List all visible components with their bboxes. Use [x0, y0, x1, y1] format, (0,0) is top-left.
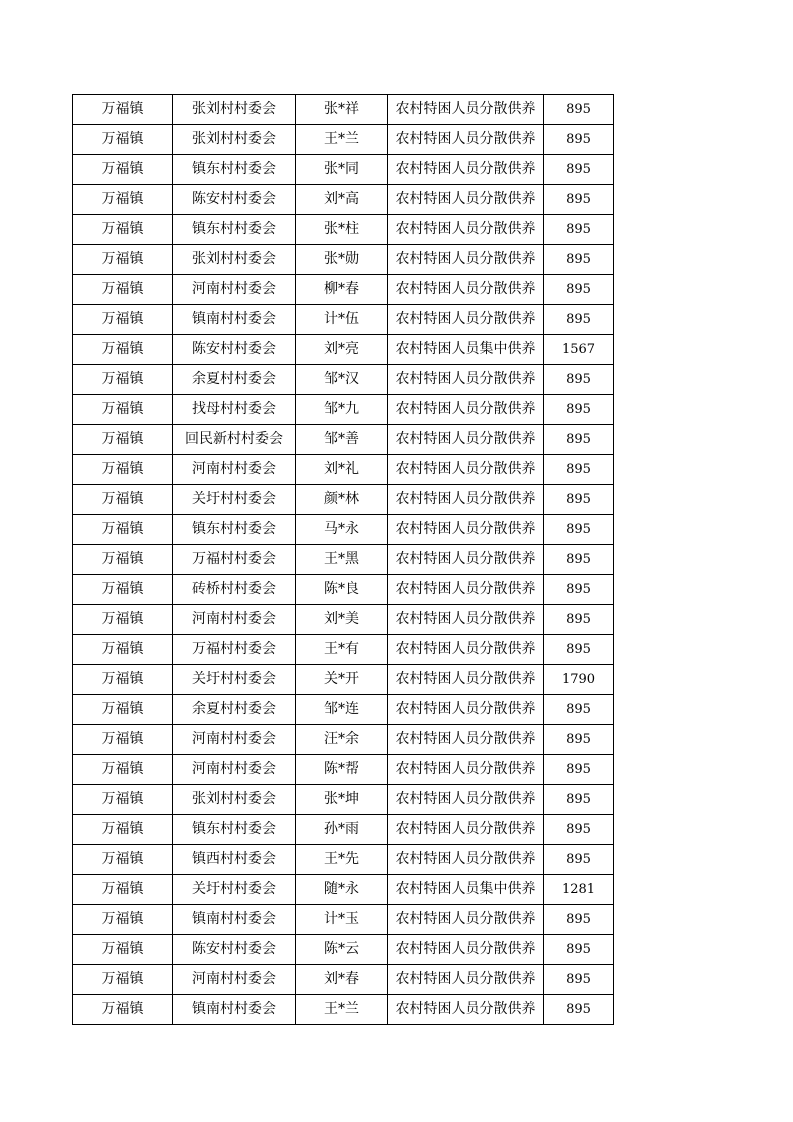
table-row — [73, 335, 614, 365]
table-row — [73, 905, 614, 935]
village-cell: 河南村村委会 — [173, 755, 296, 785]
amount-cell: 895 — [544, 155, 614, 185]
village-cell: 张刘村村委会 — [173, 95, 296, 125]
category-cell: 农村特困人员分散供养 — [388, 515, 544, 545]
name-cell: 张*同 — [296, 155, 388, 185]
name-cell: 计*伍 — [296, 305, 388, 335]
category-cell: 农村特困人员分散供养 — [388, 725, 544, 755]
category-cell: 农村特困人员集中供养 — [388, 335, 544, 365]
village-cell: 河南村村委会 — [173, 275, 296, 305]
name-cell: 邹*九 — [296, 395, 388, 425]
amount-cell: 895 — [544, 395, 614, 425]
town-cell: 万福镇 — [73, 455, 173, 485]
table-row — [73, 515, 614, 545]
amount-cell: 895 — [544, 725, 614, 755]
name-cell: 刘*高 — [296, 185, 388, 215]
table-row — [73, 815, 614, 845]
town-cell: 万福镇 — [73, 725, 173, 755]
amount-cell: 895 — [544, 515, 614, 545]
town-cell: 万福镇 — [73, 125, 173, 155]
village-cell: 镇南村村委会 — [173, 995, 296, 1025]
name-cell: 张*勋 — [296, 245, 388, 275]
town-cell: 万福镇 — [73, 545, 173, 575]
amount-cell: 895 — [544, 755, 614, 785]
category-cell: 农村特困人员分散供养 — [388, 815, 544, 845]
village-cell: 张刘村村委会 — [173, 785, 296, 815]
name-cell: 马*永 — [296, 515, 388, 545]
amount-cell: 895 — [544, 185, 614, 215]
amount-cell: 895 — [544, 845, 614, 875]
category-cell: 农村特困人员分散供养 — [388, 425, 544, 455]
amount-cell: 895 — [544, 425, 614, 455]
table-row — [73, 665, 614, 695]
amount-cell: 895 — [544, 605, 614, 635]
name-cell: 邹*连 — [296, 695, 388, 725]
village-cell: 张刘村村委会 — [173, 125, 296, 155]
table-row — [73, 635, 614, 665]
table-row — [73, 155, 614, 185]
table-row — [73, 695, 614, 725]
category-cell: 农村特困人员分散供养 — [388, 785, 544, 815]
amount-cell: 895 — [544, 965, 614, 995]
name-cell: 颜*林 — [296, 485, 388, 515]
name-cell: 陈*帮 — [296, 755, 388, 785]
amount-cell: 895 — [544, 785, 614, 815]
amount-cell: 895 — [544, 365, 614, 395]
amount-cell: 895 — [544, 815, 614, 845]
town-cell: 万福镇 — [73, 275, 173, 305]
table-row — [73, 125, 614, 155]
amount-cell: 895 — [544, 545, 614, 575]
amount-cell: 895 — [544, 935, 614, 965]
village-cell: 余夏村村委会 — [173, 365, 296, 395]
table-row — [73, 455, 614, 485]
name-cell: 关*开 — [296, 665, 388, 695]
town-cell: 万福镇 — [73, 605, 173, 635]
category-cell: 农村特困人员分散供养 — [388, 965, 544, 995]
village-cell: 河南村村委会 — [173, 605, 296, 635]
town-cell: 万福镇 — [73, 815, 173, 845]
amount-cell: 895 — [544, 695, 614, 725]
village-cell: 河南村村委会 — [173, 725, 296, 755]
village-cell: 镇南村村委会 — [173, 905, 296, 935]
town-cell: 万福镇 — [73, 245, 173, 275]
category-cell: 农村特困人员分散供养 — [388, 665, 544, 695]
name-cell: 刘*春 — [296, 965, 388, 995]
category-cell: 农村特困人员分散供养 — [388, 95, 544, 125]
name-cell: 刘*礼 — [296, 455, 388, 485]
table-row — [73, 575, 614, 605]
table-row — [73, 395, 614, 425]
village-cell: 镇西村村委会 — [173, 845, 296, 875]
amount-cell: 895 — [544, 275, 614, 305]
village-cell: 镇东村村委会 — [173, 215, 296, 245]
name-cell: 王*有 — [296, 635, 388, 665]
name-cell: 邹*汉 — [296, 365, 388, 395]
village-cell: 陈安村村委会 — [173, 185, 296, 215]
table-row — [73, 755, 614, 785]
town-cell: 万福镇 — [73, 785, 173, 815]
category-cell: 农村特困人员分散供养 — [388, 695, 544, 725]
category-cell: 农村特困人员分散供养 — [388, 455, 544, 485]
table-row — [73, 275, 614, 305]
table-row — [73, 995, 614, 1025]
name-cell: 张*柱 — [296, 215, 388, 245]
town-cell: 万福镇 — [73, 935, 173, 965]
amount-cell: 1281 — [544, 875, 614, 905]
beneficiary-table — [72, 94, 614, 1025]
town-cell: 万福镇 — [73, 665, 173, 695]
name-cell: 柳*春 — [296, 275, 388, 305]
town-cell: 万福镇 — [73, 875, 173, 905]
table-row — [73, 935, 614, 965]
amount-cell: 895 — [544, 995, 614, 1025]
town-cell: 万福镇 — [73, 395, 173, 425]
village-cell: 镇南村村委会 — [173, 305, 296, 335]
town-cell: 万福镇 — [73, 185, 173, 215]
village-cell: 河南村村委会 — [173, 455, 296, 485]
table-row — [73, 185, 614, 215]
village-cell: 关圩村村委会 — [173, 485, 296, 515]
name-cell: 刘*美 — [296, 605, 388, 635]
town-cell: 万福镇 — [73, 365, 173, 395]
category-cell: 农村特困人员分散供养 — [388, 995, 544, 1025]
amount-cell: 895 — [544, 455, 614, 485]
table-row — [73, 875, 614, 905]
village-cell: 万福村村委会 — [173, 635, 296, 665]
name-cell: 汪*余 — [296, 725, 388, 755]
town-cell: 万福镇 — [73, 845, 173, 875]
town-cell: 万福镇 — [73, 215, 173, 245]
village-cell: 镇东村村委会 — [173, 155, 296, 185]
table-row — [73, 725, 614, 755]
amount-cell: 895 — [544, 305, 614, 335]
category-cell: 农村特困人员分散供养 — [388, 755, 544, 785]
category-cell: 农村特困人员分散供养 — [388, 125, 544, 155]
category-cell: 农村特困人员分散供养 — [388, 305, 544, 335]
amount-cell: 895 — [544, 575, 614, 605]
name-cell: 计*玉 — [296, 905, 388, 935]
village-cell: 镇东村村委会 — [173, 515, 296, 545]
category-cell: 农村特困人员分散供养 — [388, 845, 544, 875]
table-row — [73, 485, 614, 515]
town-cell: 万福镇 — [73, 995, 173, 1025]
table-row — [73, 605, 614, 635]
table-row — [73, 785, 614, 815]
name-cell: 王*先 — [296, 845, 388, 875]
table-row — [73, 965, 614, 995]
village-cell: 关圩村村委会 — [173, 665, 296, 695]
town-cell: 万福镇 — [73, 515, 173, 545]
category-cell: 农村特困人员分散供养 — [388, 935, 544, 965]
table-body — [73, 95, 614, 1025]
category-cell: 农村特困人员分散供养 — [388, 635, 544, 665]
name-cell: 邹*善 — [296, 425, 388, 455]
village-cell: 万福村村委会 — [173, 545, 296, 575]
amount-cell: 895 — [544, 215, 614, 245]
village-cell: 回民新村村委会 — [173, 425, 296, 455]
category-cell: 农村特困人员分散供养 — [388, 905, 544, 935]
amount-cell: 895 — [544, 635, 614, 665]
name-cell: 王*兰 — [296, 125, 388, 155]
category-cell: 农村特困人员分散供养 — [388, 215, 544, 245]
category-cell: 农村特困人员分散供养 — [388, 275, 544, 305]
name-cell: 张*祥 — [296, 95, 388, 125]
category-cell: 农村特困人员分散供养 — [388, 545, 544, 575]
town-cell: 万福镇 — [73, 335, 173, 365]
category-cell: 农村特困人员分散供养 — [388, 365, 544, 395]
name-cell: 王*兰 — [296, 995, 388, 1025]
town-cell: 万福镇 — [73, 485, 173, 515]
table-row — [73, 845, 614, 875]
amount-cell: 895 — [544, 245, 614, 275]
category-cell: 农村特困人员分散供养 — [388, 155, 544, 185]
name-cell: 张*坤 — [296, 785, 388, 815]
category-cell: 农村特困人员分散供养 — [388, 185, 544, 215]
amount-cell: 895 — [544, 485, 614, 515]
village-cell: 陈安村村委会 — [173, 935, 296, 965]
table-row — [73, 365, 614, 395]
village-cell: 镇东村村委会 — [173, 815, 296, 845]
table-row — [73, 245, 614, 275]
village-cell: 张刘村村委会 — [173, 245, 296, 275]
town-cell: 万福镇 — [73, 305, 173, 335]
table-row — [73, 545, 614, 575]
amount-cell: 1790 — [544, 665, 614, 695]
town-cell: 万福镇 — [73, 635, 173, 665]
name-cell: 孙*雨 — [296, 815, 388, 845]
town-cell: 万福镇 — [73, 155, 173, 185]
category-cell: 农村特困人员分散供养 — [388, 605, 544, 635]
village-cell: 河南村村委会 — [173, 965, 296, 995]
town-cell: 万福镇 — [73, 695, 173, 725]
amount-cell: 895 — [544, 95, 614, 125]
town-cell: 万福镇 — [73, 905, 173, 935]
village-cell: 陈安村村委会 — [173, 335, 296, 365]
village-cell: 余夏村村委会 — [173, 695, 296, 725]
category-cell: 农村特困人员分散供养 — [388, 395, 544, 425]
table-row — [73, 305, 614, 335]
amount-cell: 895 — [544, 905, 614, 935]
village-cell: 关圩村村委会 — [173, 875, 296, 905]
town-cell: 万福镇 — [73, 755, 173, 785]
name-cell: 王*黑 — [296, 545, 388, 575]
town-cell: 万福镇 — [73, 575, 173, 605]
name-cell: 刘*亮 — [296, 335, 388, 365]
amount-cell: 1567 — [544, 335, 614, 365]
village-cell: 找母村村委会 — [173, 395, 296, 425]
amount-cell: 895 — [544, 125, 614, 155]
category-cell: 农村特困人员分散供养 — [388, 575, 544, 605]
town-cell: 万福镇 — [73, 95, 173, 125]
table-row — [73, 95, 614, 125]
table-row — [73, 215, 614, 245]
name-cell: 陈*云 — [296, 935, 388, 965]
name-cell: 随*永 — [296, 875, 388, 905]
village-cell: 砖桥村村委会 — [173, 575, 296, 605]
category-cell: 农村特困人员集中供养 — [388, 875, 544, 905]
category-cell: 农村特困人员分散供养 — [388, 485, 544, 515]
name-cell: 陈*良 — [296, 575, 388, 605]
category-cell: 农村特困人员分散供养 — [388, 245, 544, 275]
town-cell: 万福镇 — [73, 965, 173, 995]
town-cell: 万福镇 — [73, 425, 173, 455]
table-row — [73, 425, 614, 455]
